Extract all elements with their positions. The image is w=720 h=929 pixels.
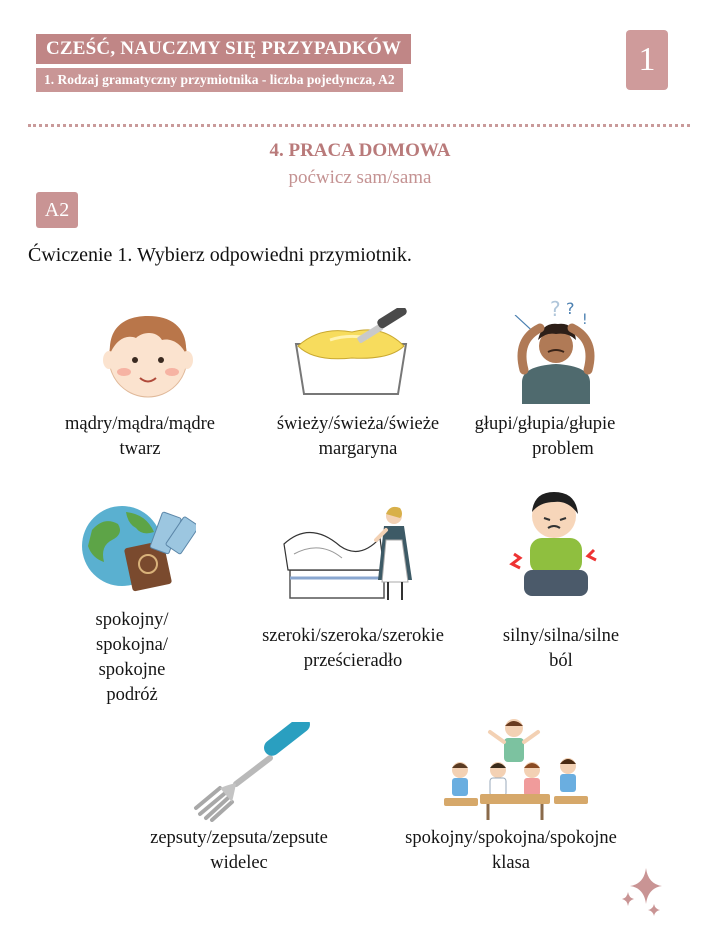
page-number: 1 [626, 30, 668, 90]
sparkles-icon [618, 866, 666, 918]
adjective-options: spokojna/ [96, 635, 168, 655]
adjective-options: mądry/mądra/mądre [65, 414, 215, 434]
adjective-options: silny/silna/silne [502, 626, 620, 646]
item-caption-7 [124, 826, 354, 876]
level-badge: A2 [36, 192, 78, 228]
noun: klasa [491, 853, 530, 873]
item-caption-1 [40, 412, 240, 462]
lesson-title: CZEŚĆ, NAUCZMY SIĘ PRZYPADKÓW [36, 34, 411, 64]
svg-text:?: ? [550, 300, 561, 321]
noun: twarz [119, 439, 161, 459]
item-caption-6 [486, 624, 636, 674]
adjective-options: spokojny/ [95, 610, 169, 630]
svg-text:!: ! [582, 312, 588, 328]
svg-text:?: ? [566, 300, 575, 318]
svg-text:╲: ╲ [515, 311, 531, 333]
adjective-options: szeroki/szeroka/szerokie [262, 626, 444, 646]
item-caption-8 [386, 826, 636, 876]
noun: widelec [210, 853, 268, 873]
item-caption-5 [240, 624, 466, 674]
confused-man-icon [510, 300, 602, 406]
adjective-options: spokojny/spokojna/spokojne [405, 828, 617, 848]
margarine-tub-icon [290, 308, 414, 400]
adjective-options: głupi/głupia/głupie [474, 414, 616, 434]
item-caption-2 [258, 412, 458, 462]
maid-bedsheet-icon [280, 500, 420, 606]
globe-passport-icon [78, 500, 196, 592]
noun: margaryna [318, 439, 398, 459]
item-caption-4 [62, 608, 202, 708]
fork-icon [190, 722, 310, 822]
noun: ból [549, 651, 573, 671]
section-subtitle: poćwicz sam/sama [288, 167, 432, 188]
noun: prześcieradło [303, 651, 403, 671]
item-caption-3 [455, 412, 635, 462]
classroom-kids-icon [440, 716, 590, 824]
adjective-options: zepsuty/zepsuta/zepsute [150, 828, 328, 848]
stomach-pain-icon [508, 484, 604, 606]
lesson-subtitle: 1. Rodzaj gramatyczny przymiotnika - liczba pojedyncza, A2 [36, 68, 403, 92]
dotted-divider [28, 124, 690, 127]
noun: podróż [106, 685, 158, 705]
noun: problem [532, 439, 594, 459]
boy-face-icon [100, 308, 196, 400]
exercise-instruction: Ćwiczenie 1. Wybierz odpowiedni przymiotnik. [28, 244, 412, 266]
adjective-options: świeży/świeża/świeże [276, 414, 440, 434]
adjective-options: spokojne [98, 660, 166, 680]
section-title: 4. PRACA DOMOWA [269, 140, 451, 161]
